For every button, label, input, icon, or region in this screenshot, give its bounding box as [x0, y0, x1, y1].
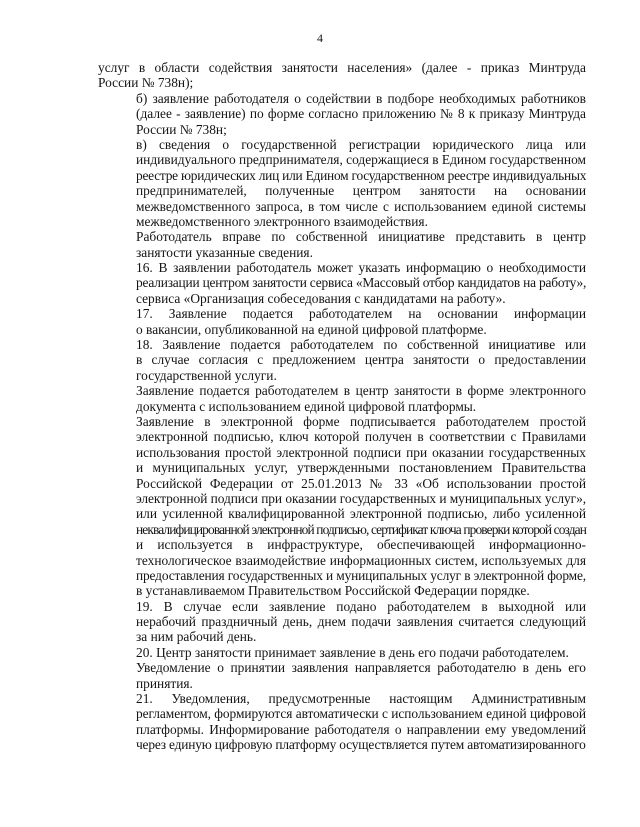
paragraph	[98, 60, 586, 91]
text-line: Заявление подается работодателем в центр занятости в форме электронного	[136, 383, 586, 399]
text-line: сервиса «Организация собеседования с кандидатами на работу».	[136, 290, 506, 306]
paragraph	[98, 306, 586, 337]
paragraph	[98, 229, 586, 260]
text-line: б) заявление работодателя о содействии в подборе необходимых работников	[136, 90, 586, 106]
paragraph	[98, 599, 586, 645]
paragraph	[98, 414, 586, 599]
text-line: нерабочий праздничный день, днем подачи заявления считается следующий	[136, 614, 586, 630]
text-line: (далее - заявление) по форме согласно приложению № 8 к приказу Минтруда	[136, 106, 586, 122]
text-line: 18. Заявление подается работодателем по собственной инициативе или	[136, 337, 586, 353]
text-line: электронной подписью, ключ которой получен в соответствии с Правилами	[136, 429, 586, 445]
text-line: Заявление в электронной форме подписывается работодателем простой	[136, 413, 586, 429]
paragraph	[98, 260, 586, 306]
text-line: Работодатель вправе по собственной инициативе представить в центр	[136, 229, 586, 245]
text-line: индивидуального предпринимателя, содержащиеся в Едином государственном	[136, 152, 587, 168]
text-line: о вакансии, опубликованной на единой цифровой платформе.	[136, 321, 487, 337]
paragraph	[98, 660, 586, 691]
text-line: платформы. Информирование работодателя о направлении ему уведомлений	[136, 721, 586, 737]
text-line: занятости указанные сведения.	[136, 244, 313, 260]
text-line: предоставления государственных и муниципальных услуг в электронной форме,	[136, 567, 586, 583]
text-line: 17. Заявление подается работодателем на основании информации	[136, 306, 586, 322]
text-line: государственной услуги.	[136, 367, 277, 383]
text-line: услуг в области содействия занятости населения» (далее - приказ Минтруда	[98, 60, 586, 75]
text-line: 19. В случае если заявление подано работодателем в выходной или	[136, 598, 586, 614]
text-line: принятия.	[136, 675, 193, 691]
text-line: в устанавливаемом Правительством Российской Федерации порядке.	[136, 583, 530, 599]
paragraph	[98, 645, 586, 660]
document-body	[98, 60, 586, 753]
text-line: технологическое взаимодействие информационных систем, используемых для	[136, 552, 586, 568]
page-number: 4	[317, 31, 323, 45]
text-line: 21. Уведомления, предусмотренные настоящим Административным	[136, 691, 586, 707]
text-line: реализации центром занятости сервиса «Массовый отбор кандидатов на работу»,	[136, 275, 587, 291]
text-line: межведомственного запроса, в том числе с использованием единой системы	[136, 198, 586, 214]
text-line: или усиленной квалифицированной электронной подписью, либо усиленной	[136, 506, 586, 522]
text-line: за ним рабочий день.	[136, 629, 257, 645]
text-line: через единую цифровую платформу осуществляется путем автоматизированного	[136, 737, 586, 753]
text-line: и используется в инфраструктуре, обеспечивающей информационно-	[136, 537, 586, 553]
text-line: 20. Центр занятости принимает заявление в день его подачи работодателем.	[136, 644, 569, 660]
paragraph	[98, 691, 586, 753]
text-line: России № 738н;	[136, 121, 227, 137]
text-line: электронной подписи при оказании государственных и муниципальных услуг»,	[136, 490, 586, 506]
text-line: Российской Федерации от 25.01.2013 № 33 «Об использовании простой	[136, 475, 586, 491]
paragraph	[98, 337, 586, 383]
text-line: неквалифицированной электронной подписью, сертификат ключа проверки которой создан	[136, 521, 586, 537]
text-line: регламентом, формируются автоматически с использованием единой цифровой	[136, 706, 586, 722]
text-line: предпринимателей, полученные центром занятости на основании	[136, 183, 586, 199]
text-line: 16. В заявлении работодатель может указать информацию о необходимости	[136, 260, 586, 276]
paragraph	[98, 91, 586, 137]
text-line: России № 738н);	[98, 75, 194, 91]
text-line: межведомственного электронного взаимодействия.	[136, 213, 428, 229]
paragraph	[98, 137, 586, 229]
text-line: в) сведения о государственной регистрации юридического лица или	[136, 136, 586, 152]
text-line: реестре юридических лиц или Едином государственном реестре индивидуальных	[136, 167, 587, 183]
text-line: Уведомление о принятии заявления направляется работодателю в день его	[136, 660, 586, 676]
text-line: документа с использованием единой цифровой платформы.	[136, 398, 477, 414]
text-line: в случае согласия с предложением центра занятости о предоставлении	[136, 352, 586, 368]
text-line: использования простой электронной подписи при оказании государственных	[136, 444, 586, 460]
paragraph	[98, 383, 586, 414]
text-line: и муниципальных услуг, утвержденными постановлением Правительства	[136, 460, 586, 476]
